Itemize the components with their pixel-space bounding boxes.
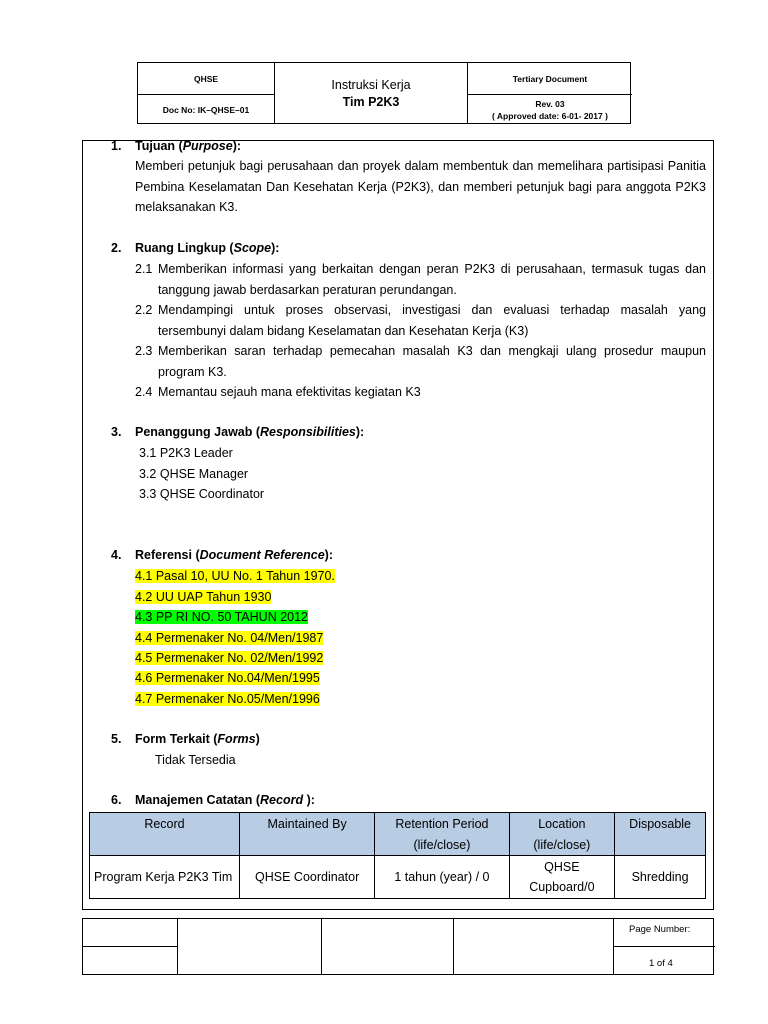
title-line-2: Tim P2K3 bbox=[342, 95, 400, 109]
section-number: 5. bbox=[111, 732, 122, 746]
column-header: Disposable bbox=[615, 813, 706, 856]
section-number: 1. bbox=[111, 139, 122, 153]
section-title: Referensi (Document Reference): bbox=[135, 548, 333, 562]
responsibility-item: 3.3 QHSE Coordinator bbox=[139, 487, 265, 501]
document-header-table bbox=[137, 62, 631, 124]
section-number: 2. bbox=[111, 241, 122, 255]
document-footer-table bbox=[82, 918, 714, 975]
revision: Rev. 03 bbox=[535, 99, 565, 109]
column-header: Record bbox=[90, 813, 240, 856]
table-cell: 1 tahun (year) / 0 bbox=[375, 856, 509, 899]
section-title: Manajemen Catatan (Record ): bbox=[135, 793, 315, 807]
responsibility-item: 3.1 P2K3 Leader bbox=[139, 446, 233, 460]
approved-date: ( Approved date: 6-01- 2017 ) bbox=[492, 111, 608, 121]
scope-item: 2.2 Mendampingi untuk proses observasi, investigasi dan evaluasi terhadap masalah yang tersembunyi dalam bidang Keselamatan dan Kesehatan Kerja (K3) bbox=[135, 303, 706, 338]
doc-number: Doc No: IK–QHSE–01 bbox=[162, 105, 250, 115]
company-label: QHSE bbox=[193, 73, 219, 84]
section-title: Ruang Lingkup (Scope): bbox=[135, 241, 280, 255]
title-line-1: Instruksi Kerja bbox=[331, 78, 411, 92]
table-cell: Shredding bbox=[615, 856, 706, 899]
reference-item: 4.1 Pasal 10, UU No. 1 Tahun 1970. bbox=[135, 569, 335, 583]
column-header: Location (life/close) bbox=[509, 813, 615, 856]
section-title: Penanggung Jawab (Responsibilities): bbox=[135, 425, 365, 439]
scope-item: 2.4 Memantau sejauh mana efektivitas kegiatan K3 bbox=[135, 385, 421, 399]
page-number-value: 1 of 4 bbox=[649, 958, 673, 969]
document-title bbox=[275, 63, 467, 125]
section-1-body: Memberi petunjuk bagi perusahaan dan proyek dalam membentuk dan memelihara partisipasi Panitia Pembina Keselamatan Dan Kesehatan Kerja (P2K3), dan memberi petunjuk bagi para anggota P2K3 melaksanakan K3. bbox=[135, 159, 706, 214]
reference-item: 4.2 UU UAP Tahun 1930 bbox=[135, 590, 272, 604]
forms-value: Tidak Tersedia bbox=[155, 753, 236, 767]
table-header-row bbox=[90, 813, 706, 856]
reference-item: 4.3 PP RI NO. 50 TAHUN 2012 bbox=[135, 610, 308, 624]
reference-item: 4.5 Permenaker No. 02/Men/1992 bbox=[135, 651, 324, 665]
section-number: 4. bbox=[111, 548, 122, 562]
revision-info bbox=[468, 95, 632, 125]
scope-item: 2.1 Memberikan informasi yang berkaitan dengan peran P2K3 di perusahaan, termasuk tugas dan tanggung jawab berdasarkan peraturan perundangan. bbox=[135, 262, 706, 297]
scope-item: 2.3 Memberikan saran terhadap pemecahan masalah K3 dan mengkaji ulang prosedur maupun program K3. bbox=[135, 344, 706, 379]
reference-item: 4.6 Permenaker No.04/Men/1995 bbox=[135, 671, 320, 685]
section-number: 6. bbox=[111, 793, 122, 807]
section-number: 3. bbox=[111, 425, 122, 439]
responsibility-item: 3.2 QHSE Manager bbox=[139, 467, 249, 481]
column-header: Maintained By bbox=[239, 813, 374, 856]
column-header: Retention Period (life/close) bbox=[375, 813, 509, 856]
table-cell: QHSE Coordinator bbox=[239, 856, 374, 899]
table-row bbox=[90, 856, 706, 899]
table-cell: QHSE Cupboard/0 bbox=[509, 856, 615, 899]
reference-item: 4.7 Permenaker No.05/Men/1996 bbox=[135, 692, 320, 706]
record-table bbox=[89, 812, 706, 899]
table-cell: Program Kerja P2K3 Tim bbox=[90, 856, 240, 899]
document-tier: Tertiary Document bbox=[512, 73, 588, 84]
section-title: Tujuan (Purpose): bbox=[135, 139, 242, 153]
reference-item: 4.4 Permenaker No. 04/Men/1987 bbox=[135, 631, 324, 645]
section-title: Form Terkait (Forms) bbox=[135, 732, 260, 746]
page-number-label: Page Number: bbox=[629, 924, 691, 935]
